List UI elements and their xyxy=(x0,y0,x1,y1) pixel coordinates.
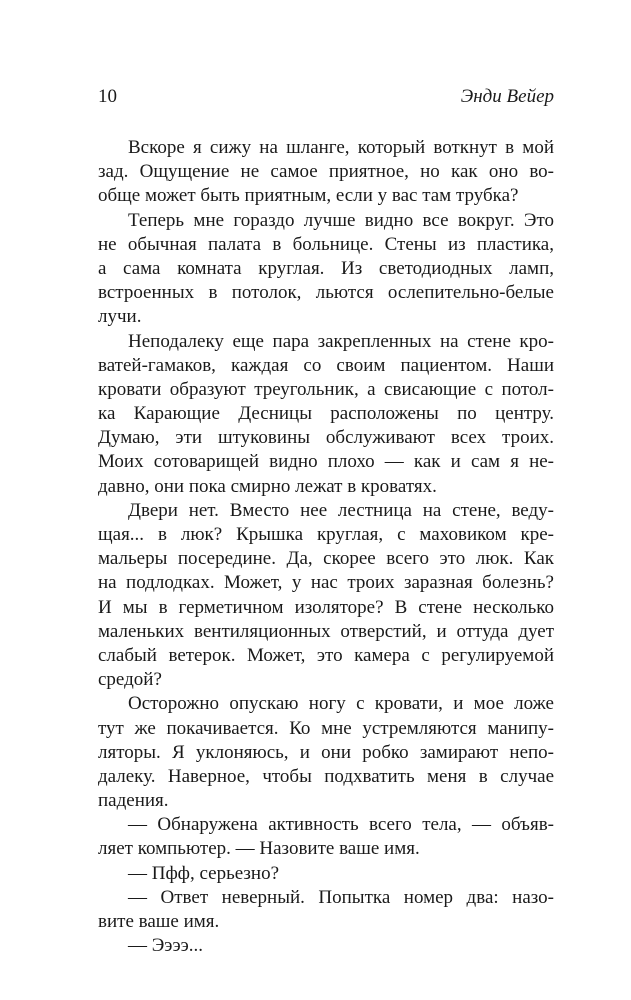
body-text xyxy=(98,136,554,958)
text-line: Вскоре я сижу на шланге, который воткнут в мой xyxy=(128,137,554,158)
text-line: ватей-гамаков, каждая со своим пациентом. Наши xyxy=(98,354,554,376)
text-line: слабый ветерок. Может, это камера с регулируемой xyxy=(98,644,554,666)
text-line: — Пфф, серьезно? xyxy=(128,862,280,884)
text-line: ляет компьютер. — Назовите ваше имя. xyxy=(98,838,420,860)
text-line: щая... в люк? Крышка круглая, с маховиком кре- xyxy=(98,524,554,545)
text-line: Двери нет. Вместо нее лестница на стене, веду- xyxy=(128,499,554,521)
text-line: И мы в герметичном изоляторе? В стене несколько xyxy=(98,596,554,618)
text-line: маленьких вентиляционных отверстий, и оттуда дует xyxy=(98,620,554,642)
text-line: лучи. xyxy=(98,306,142,328)
text-line: мальеры посередине. Да, скорее всего это люк. Как xyxy=(98,548,554,570)
text-line: давно, они пока смирно лежат в кроватях. xyxy=(98,475,437,497)
text-line: — Ээээ... xyxy=(128,935,204,957)
text-line: обще может быть приятным, если у вас там трубка? xyxy=(98,185,519,207)
text-line: ка Карающие Десницы расположены по центру. xyxy=(98,403,554,425)
page-number: 10 xyxy=(98,86,117,107)
text-line: встроенных в потолок, льются ослепительно-белые xyxy=(98,282,554,304)
text-line: на подлодках. Может, у нас троих заразная болезнь? xyxy=(98,572,554,594)
text-line: далеку. Наверное, чтобы подхватить меня в случае xyxy=(98,765,554,787)
text-line: Теперь мне гораздо лучше видно все вокруг. Это xyxy=(128,209,554,231)
text-line: кровати образуют треугольник, а свисающие с потол- xyxy=(98,378,554,400)
text-line: Осторожно опускаю ногу с кровати, и мое ложе xyxy=(128,693,554,715)
text-line: тут же покачивается. Ко мне устремляются манипу- xyxy=(98,717,554,739)
text-line: — Ответ неверный. Попытка номер два: назо- xyxy=(128,886,554,908)
text-line: — Обнаружена активность всего тела, — объяв- xyxy=(128,814,554,836)
text-line: ляторы. Я уклоняюсь, и они робко замирают непо- xyxy=(98,741,554,763)
text-line: зад. Ощущение не самое приятное, но как оно во- xyxy=(98,161,554,183)
running-head-author: Энди Вейер xyxy=(460,86,554,107)
text-line: Думаю, эти штуковины обслуживают всех троих. xyxy=(98,427,554,449)
page-header xyxy=(98,86,554,112)
text-line: средой? xyxy=(98,669,162,691)
text-line: падения. xyxy=(98,790,169,812)
text-line: не обычная палата в больнице. Стены из пластика, xyxy=(98,233,554,255)
text-line: Моих сотоварищей видно плохо — как и сам я не- xyxy=(98,451,554,473)
text-line: а сама комната круглая. Из светодиодных ламп, xyxy=(98,257,554,279)
text-line: Неподалеку еще пара закрепленных на стене кро- xyxy=(128,330,554,352)
text-line: вите ваше имя. xyxy=(98,911,220,932)
